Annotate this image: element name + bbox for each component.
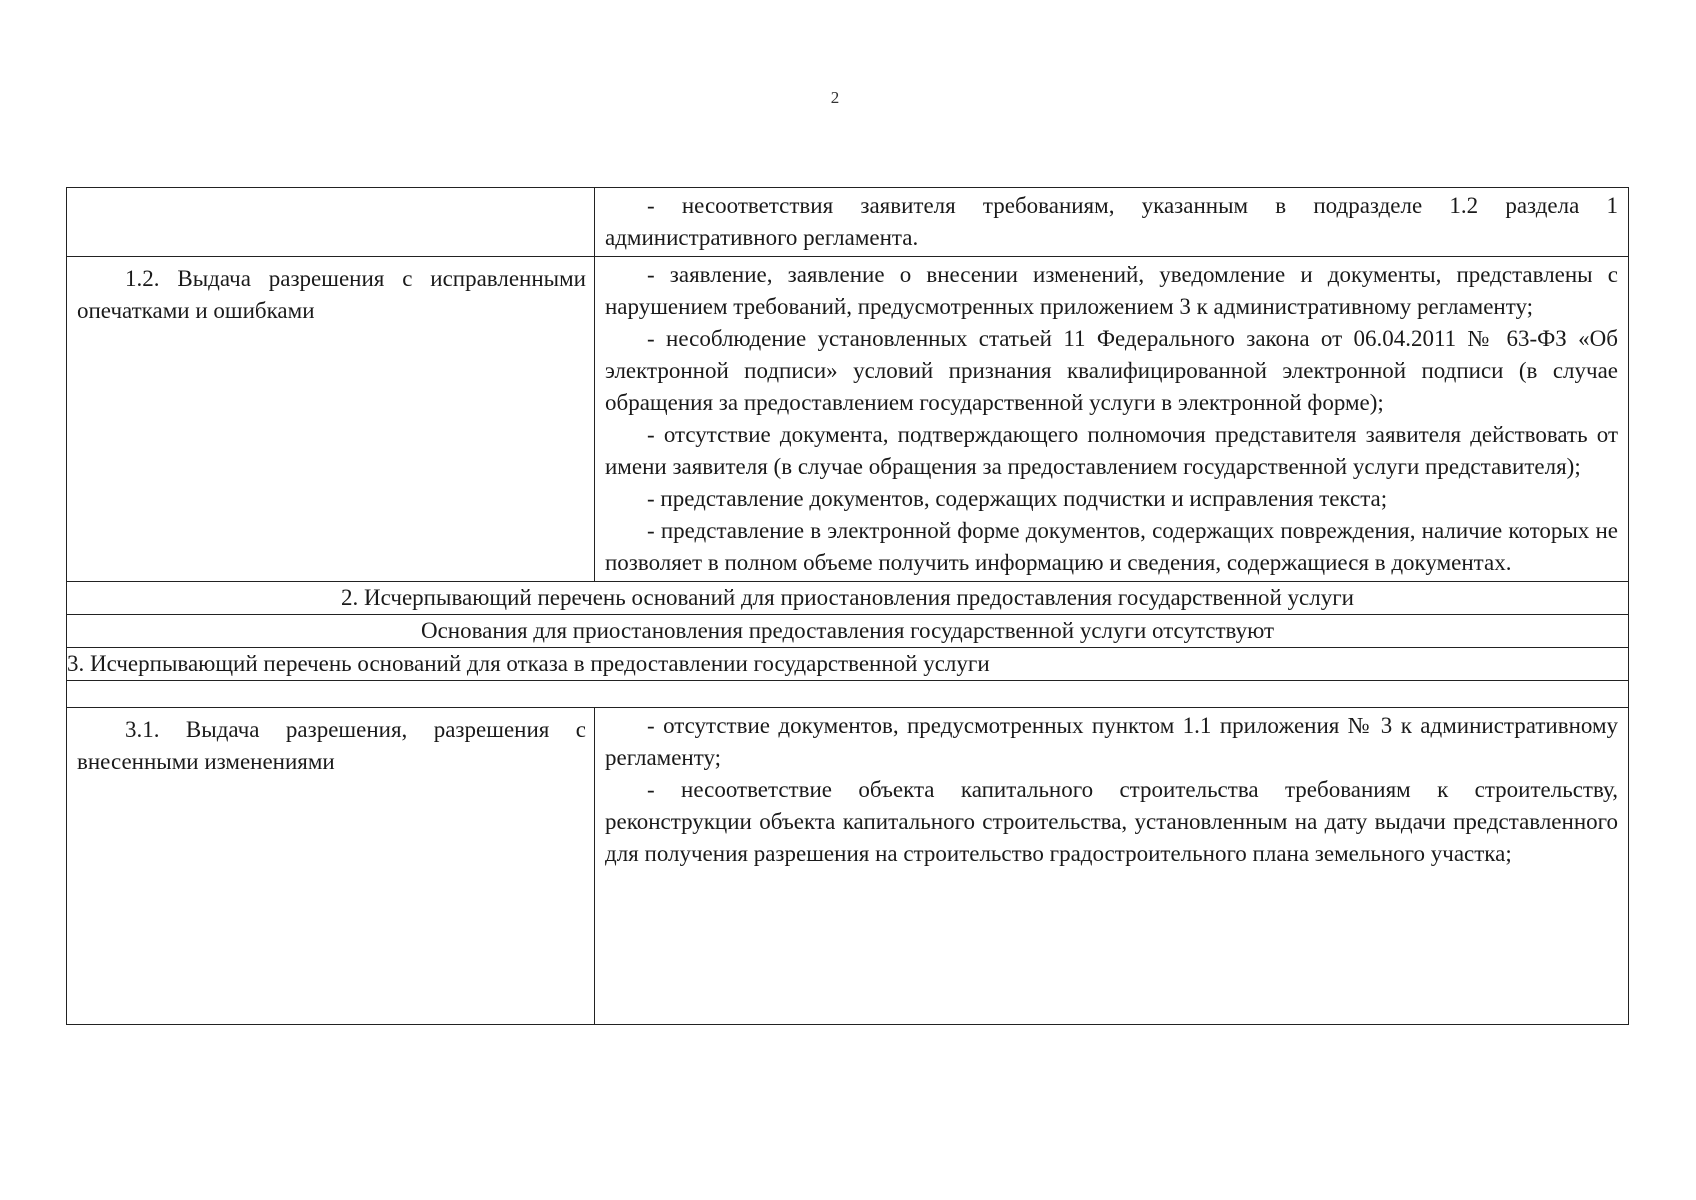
- table-cell-left: [67, 188, 595, 257]
- table-gap-row: [67, 681, 1629, 708]
- table-row: [67, 188, 1629, 257]
- table-row: [67, 615, 1629, 648]
- list-item: - представление документов, содержащих подчистки и исправления текста;: [647, 486, 1388, 511]
- list-item: - несоответствие объекта капитального строительства требованиям к строительству, реконструкции объекта капитального строительства, установленным на дату выдачи представленного для получения разрешения на строительство градостроительного плана земельного участка;: [605, 777, 1618, 866]
- section-note: Основания для приостановления предоставления государственной услуги отсутствуют: [67, 615, 1629, 648]
- row1-left-text: [67, 188, 594, 198]
- row3-left-text: 3.1. Выдача разрешения, разрешения с внесенными изменениями: [77, 717, 586, 774]
- page-number: 2: [830, 88, 840, 107]
- table-row: [67, 257, 1629, 582]
- table-row: [67, 708, 1629, 1025]
- table-row: [67, 582, 1629, 615]
- row2-left-text: 1.2. Выдача разрешения с исправленными опечатками и ошибками: [77, 266, 586, 323]
- table-gap-cell: [67, 681, 1629, 708]
- table-cell-right: [595, 257, 1629, 582]
- list-item: - заявление, заявление о внесении изменений, уведомление и документы, представлены с нарушением требований, предусмотренных приложением 3 к административному регламенту;: [605, 262, 1618, 319]
- list-item: - отсутствие документов, предусмотренных пунктом 1.1 приложения № 3 к административному регламенту;: [605, 713, 1618, 770]
- requirements-table: [66, 187, 1629, 1025]
- table-cell-right: [595, 188, 1629, 257]
- table-cell-left: [67, 708, 595, 1025]
- section-heading: 3. Исчерпывающий перечень оснований для отказа в предоставлении государственной услуги: [67, 648, 1629, 681]
- section-heading: 2. Исчерпывающий перечень оснований для приостановления предоставления государственной услуги: [67, 582, 1629, 615]
- table-cell-right: [595, 708, 1629, 1025]
- list-item: - представление в электронной форме документов, содержащих повреждения, наличие которых не позволяет в полном объеме получить информацию и сведения, содержащиеся в документах.: [605, 518, 1618, 575]
- list-item: - несоответствия заявителя требованиям, указанным в подразделе 1.2 раздела 1 административного регламента.: [605, 193, 1618, 250]
- table-cell-left: [67, 257, 595, 582]
- list-item: - отсутствие документа, подтверждающего полномочия представителя заявителя действовать от имени заявителя (в случае обращения за предоставлением государственной услуги представителя);: [605, 422, 1618, 479]
- list-item: - несоблюдение установленных статьей 11 Федерального закона от 06.04.2011 № 63-ФЗ «Об электронной подписи» условий признания квалифицированной электронной подписи (в случае обращения за предоставлением государственной услуги в электронной форме);: [605, 326, 1618, 415]
- table-row: [67, 648, 1629, 681]
